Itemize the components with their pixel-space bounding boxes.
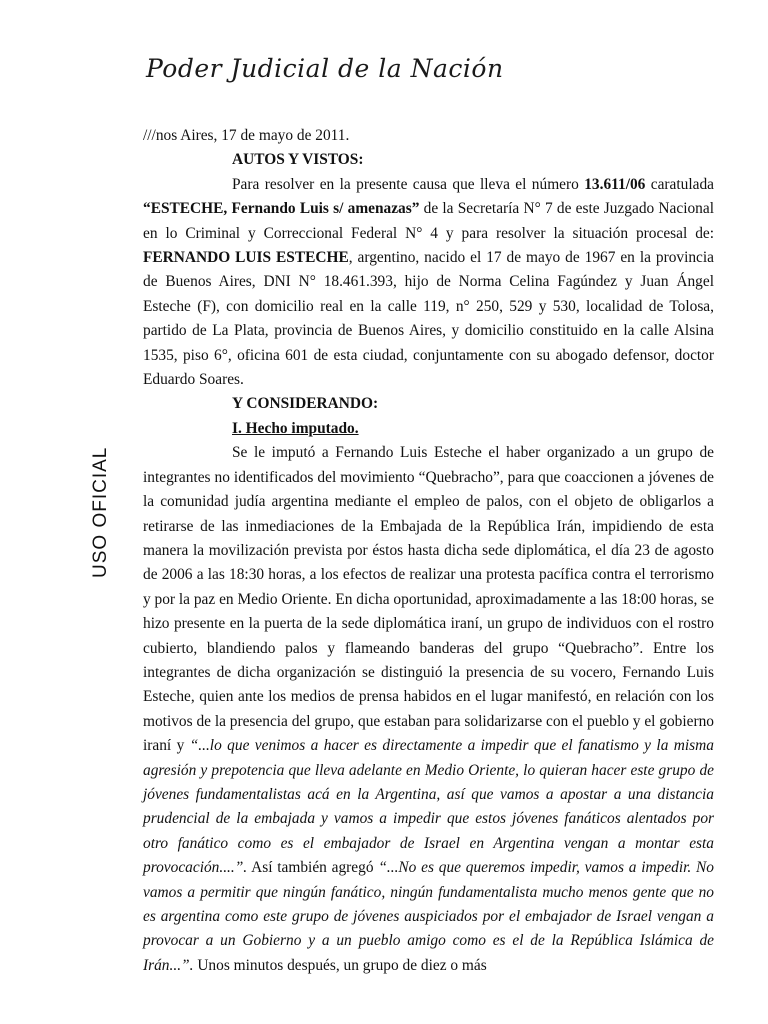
paragraph-text: Se le imputó a Fernando Luis Esteche el haber organizado a un grupo de integrantes no identificados del movimiento “Quebracho”, para que coaccionen a jóvenes de la comunidad judía argentina mediante el empleo de palos, con el objeto de obligarlos a retirarse de las inmediaciones de la Embajada de la República Irán, impidiendo de esta manera la movilización prevista por éstos hasta dicha sede diplomática, el día 23 de agosto de 2006 a las 18:30 horas, a los efectos de realizar una protesta pacífica contra el terrorismo y por la paz en Medio Oriente. En dicha oportunidad, aproximadamente a las 18:00 horas, se hizo presente en la puerta de la sede diplomática iraní, un grupo de individuos con el rostro cubierto, blandiendo palos y flameando banderas del grupo “Quebracho”. Entre los integrantes de dicha organización se distinguió la presencia de su vocero, Fernando Luis Esteche, quien ante los medios de prensa habidos en el lugar manifestó, en relación con los motivos de la presencia del grupo, que estaban para solidarizarse con el pueblo y el gobierno iraní y [143,444,714,755]
date-line: ///nos Aires, 17 de mayo de 2011. [143,127,350,144]
document-body [143,124,714,978]
case-number: 13.611/06 [584,175,646,193]
quote-statement-2: “...No es que queremos impedir, vamos a impedir. No vamos a permitir que ningún fanático, ningún fundamentalista mucho menos gente que no es argentina como este grupo de jóvenes auspiciados por el embajador de Israel vengan a provocar a un Gobierno y a un pueblo amigo como es el de la República Islámica de Irán...”. [143,859,714,974]
paragraph-text: caratulada [645,175,714,193]
quote-statement-1: “...lo que venimos a hacer es directamente a impedir que el fanatismo y la misma agresión y prepotencia que lleva adelante en Medio Oriente, lo quieran hacer este grupo de jóvenes fundamentalistas acá en la Argentina, así que vamos a apostar a una distancia prudencial de la embajada y vamos a impedir que estos jóvenes fanáticos alentados por otro fanático como es el embajador de Israel en Argentina vengan a montar esta provocación....”. [143,737,714,877]
heading-hecho-imputado: I. Hecho imputado. [232,419,359,437]
paragraph-text: , argentino, nacido el 17 de mayo de 1967 en la provincia de Buenos Aires, DNI N° 18.461.393, hijo de Norma Celina Fagúndez y Juan Ángel Esteche (F), con domicilio real en la calle 119, n° 250, 529 y 530, localidad de Tolosa, partido de La Plata, provincia de Buenos Aires, y domicilio constituido en la calle Alsina 1535, piso 6°, oficina 601 de esta ciudad, conjuntamente con su abogado defensor, doctor Eduardo Soares. [143,249,714,389]
case-title: “ESTECHE, Fernando Luis s/ amenazas” [143,200,420,218]
uso-oficial-stamp: USO OFICIAL [90,446,111,578]
paragraph-autos [143,173,714,393]
paragraph-text: Así también agregó [247,859,379,877]
paragraph-text: Unos minutos después, un grupo de diez o más [193,956,487,974]
paragraph-hecho [143,441,714,978]
paragraph-text: Para resolver en la presente causa que lleva el número [232,175,585,193]
defendant-name: FERNANDO LUIS ESTECHE [143,249,349,267]
paragraph-text: de la Secretaría N° 7 de este Juzgado Nacional en lo Criminal y Correccional Federal N° 4 y para resolver la situación procesal de: [143,200,714,242]
heading-autos-y-vistos: AUTOS Y VISTOS: [232,151,364,169]
page-header-title: Poder Judicial de la Nación [146,54,504,83]
heading-considerando: Y CONSIDERANDO: [232,395,379,413]
